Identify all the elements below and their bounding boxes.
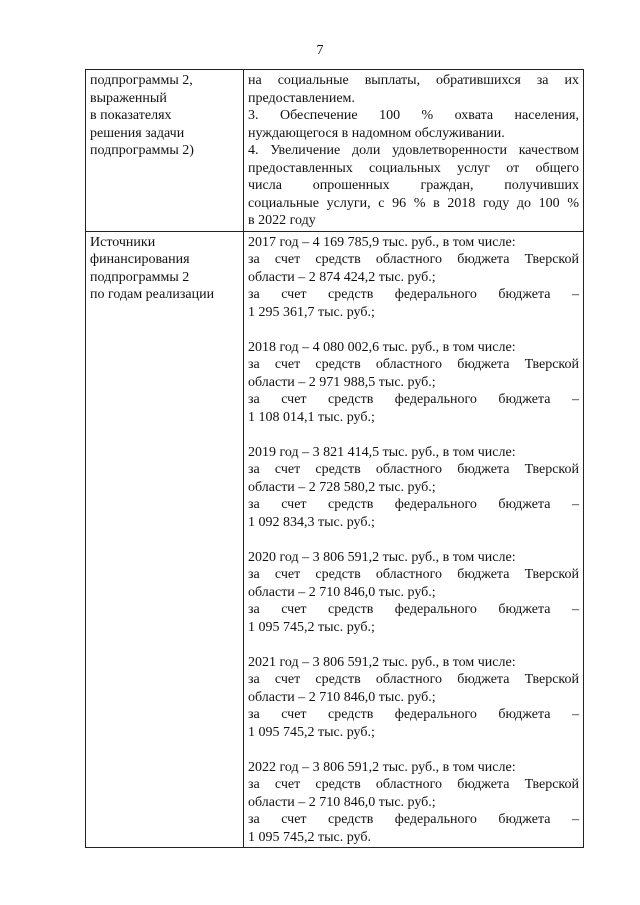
financing-regional: за счет средств областного бюджета Тверской [248, 252, 579, 267]
financing-total: 2020 год – 3 806 591,2 тыс. руб., в том числе: [248, 549, 516, 565]
row-label-line: подпрограммы 2, [90, 73, 193, 88]
financing-regional: за счет средств областного бюджета Тверской [248, 567, 579, 582]
financing-year-block [248, 444, 579, 532]
financing-year-block [248, 654, 579, 742]
indicator-text-line: на социальные выплаты, обратившихся за их [248, 73, 579, 88]
financing-total: 2018 год – 4 080 002,6 тыс. руб., в том числе: [248, 339, 516, 355]
financing-federal: за счет средств федерального бюджета – [248, 602, 579, 617]
financing-regional: области – 2 874 424,2 тыс. руб.; [248, 269, 436, 285]
row-label-line: финансирования [90, 252, 190, 267]
row-label-line: Источники [90, 234, 156, 250]
financing-federal: 1 108 014,1 тыс. руб.; [248, 409, 375, 425]
financing-federal: 1 095 745,2 тыс. руб. [248, 829, 371, 845]
financing-total: 2019 год – 3 821 414,5 тыс. руб., в том числе: [248, 444, 516, 460]
financing-federal: 1 295 361,7 тыс. руб.; [248, 304, 375, 320]
indicator-text-line: нуждающегося в надомном обслуживании. [248, 125, 505, 141]
financing-federal: за счет средств федерального бюджета – [248, 707, 579, 722]
indicator-text-line: социальные услуги, с 96 % в 2018 году до 100 % [248, 195, 579, 211]
financing-regional: области – 2 971 988,5 тыс. руб.; [248, 374, 436, 390]
row-label-line: выраженный [90, 90, 167, 106]
financing-year-block [248, 339, 579, 427]
financing-regional: области – 2 710 846,0 тыс. руб.; [248, 794, 436, 810]
financing-total: 2017 год – 4 169 785,9 тыс. руб., в том числе: [248, 234, 516, 250]
table-row-indicators [86, 70, 584, 232]
financing-year-block [248, 234, 579, 322]
financing-regional: области – 2 728 580,2 тыс. руб.; [248, 479, 436, 495]
financing-total: 2021 год – 3 806 591,2 тыс. руб., в том числе: [248, 654, 516, 670]
block-spacer [248, 426, 579, 444]
financing-year-block [248, 549, 579, 637]
passport-table [85, 69, 584, 848]
financing-federal: за счет средств федерального бюджета – [248, 392, 579, 407]
row-label-line: подпрограммы 2) [90, 143, 194, 158]
row-label-line: подпрограммы 2 [90, 269, 190, 285]
financing-federal: за счет средств федерального бюджета – [248, 812, 579, 827]
indicator-text-line: в 2022 году [248, 213, 316, 228]
financing-regional: за счет средств областного бюджета Тверской [248, 357, 579, 372]
row-label-cell [86, 231, 244, 848]
financing-total: 2022 год – 3 806 591,2 тыс. руб., в том числе: [248, 759, 516, 775]
financing-federal: за счет средств федерального бюджета – [248, 287, 579, 302]
financing-regional: области – 2 710 846,0 тыс. руб.; [248, 584, 436, 600]
block-spacer [248, 636, 579, 654]
indicator-text-line: предоставленных социальных услуг от общего [248, 160, 579, 176]
block-spacer [248, 321, 579, 339]
row-value-cell [244, 231, 584, 848]
block-spacer [248, 741, 579, 759]
row-label-cell [86, 70, 244, 232]
financing-regional: за счет средств областного бюджета Тверской [248, 672, 579, 687]
financing-federal: 1 095 745,2 тыс. руб.; [248, 619, 375, 635]
table-row-financing [86, 231, 584, 848]
indicator-text-line: 3. Обеспечение 100 % охвата населения, [248, 108, 579, 123]
row-value-cell [244, 70, 584, 232]
financing-federal: 1 092 834,3 тыс. руб.; [248, 514, 375, 530]
financing-regional: за счет средств областного бюджета Тверской [248, 462, 579, 477]
row-label-line: в показателях [90, 108, 172, 123]
financing-regional: области – 2 710 846,0 тыс. руб.; [248, 689, 436, 705]
row-label-line: решения задачи [90, 125, 185, 141]
indicator-text-line: 4. Увеличение доли удовлетворенности качеством [248, 143, 579, 158]
row-label-line: по годам реализации [90, 287, 215, 302]
indicator-text-line: предоставлением. [248, 90, 355, 106]
financing-year-block [248, 759, 579, 847]
indicator-text-line: числа опрошенных граждан, получивших [248, 178, 579, 193]
financing-regional: за счет средств областного бюджета Тверской [248, 777, 579, 792]
financing-federal: 1 095 745,2 тыс. руб.; [248, 724, 375, 740]
financing-federal: за счет средств федерального бюджета – [248, 497, 579, 512]
page-number: 7 [316, 43, 324, 58]
block-spacer [248, 531, 579, 549]
